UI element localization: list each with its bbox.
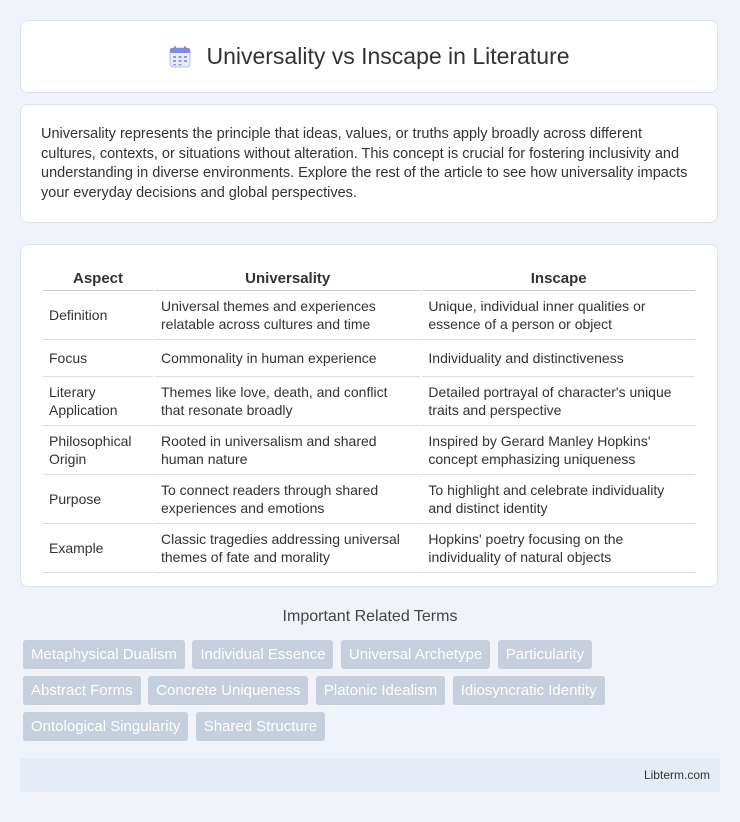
title-card bbox=[20, 20, 718, 93]
table-row bbox=[43, 340, 695, 377]
tag-link[interactable]: Metaphysical Dualism bbox=[23, 640, 185, 669]
table-cell: Inspired by Gerard Manley Hopkins' concept emphasizing uniqueness bbox=[422, 426, 695, 475]
table-cell: Purpose bbox=[43, 475, 153, 524]
table-cell: Rooted in universalism and shared human nature bbox=[155, 426, 420, 475]
table-cell: Philosophical Origin bbox=[43, 426, 153, 475]
table-cell: Classic tragedies addressing universal themes of fate and morality bbox=[155, 524, 420, 573]
table-row bbox=[43, 524, 695, 573]
table-cell: Universal themes and experiences relatable across cultures and time bbox=[155, 291, 420, 340]
table-cell: Commonality in human experience bbox=[155, 340, 420, 377]
table-cell: Detailed portrayal of character's unique traits and perspective bbox=[422, 377, 695, 426]
tag-link[interactable]: Shared Structure bbox=[196, 712, 325, 741]
table-cell: Unique, individual inner qualities or essence of a person or object bbox=[422, 291, 695, 340]
related-terms-title: Important Related Terms bbox=[282, 608, 458, 625]
table-cell: Focus bbox=[43, 340, 153, 377]
comparison-table bbox=[41, 265, 697, 573]
table-row bbox=[43, 426, 695, 475]
tag-link[interactable]: Concrete Uniqueness bbox=[148, 676, 308, 705]
tag-link[interactable]: Ontological Singularity bbox=[23, 712, 188, 741]
table-cell: To connect readers through shared experiences and emotions bbox=[155, 475, 420, 524]
table-cell: Individuality and distinctiveness bbox=[422, 340, 695, 377]
intro-card bbox=[20, 104, 718, 223]
table-cell: Themes like love, death, and conflict that resonate broadly bbox=[155, 377, 420, 426]
page-title: Universality vs Inscape in Literature bbox=[206, 43, 570, 69]
footer bbox=[20, 758, 720, 792]
table-cell: Definition bbox=[43, 291, 153, 340]
table-row bbox=[43, 475, 695, 524]
header-aspect: Aspect bbox=[43, 265, 153, 291]
tag-link[interactable]: Individual Essence bbox=[192, 640, 333, 669]
intro-text: Universality represents the principle that ideas, values, or truths apply broadly across different cultures, contexts, or situations without alteration. This concept is crucial for fostering inclusivity and understanding in diverse environments. Explore the rest of the article to see how universality impacts your everyday decisions and global perspectives. bbox=[41, 126, 688, 201]
footer-site-link[interactable]: Libterm.com bbox=[643, 768, 710, 782]
header-inscape: Inscape bbox=[422, 265, 695, 291]
table-header-row bbox=[43, 265, 695, 291]
comparison-card bbox=[20, 244, 718, 587]
tag-link[interactable]: Universal Archetype bbox=[341, 640, 490, 669]
tag-link[interactable]: Idiosyncratic Identity bbox=[453, 676, 605, 705]
calendar-icon bbox=[168, 45, 192, 69]
table-cell: Hopkins' poetry focusing on the individuality of natural objects bbox=[422, 524, 695, 573]
table-cell: Example bbox=[43, 524, 153, 573]
tag-link[interactable]: Platonic Idealism bbox=[316, 676, 445, 705]
table-cell: Literary Application bbox=[43, 377, 153, 426]
table-row bbox=[43, 291, 695, 340]
related-tags bbox=[23, 640, 723, 748]
header-universality: Universality bbox=[155, 265, 420, 291]
table-row bbox=[43, 377, 695, 426]
tag-link[interactable]: Particularity bbox=[498, 640, 592, 669]
table-cell: To highlight and celebrate individuality and distinct identity bbox=[422, 475, 695, 524]
tag-link[interactable]: Abstract Forms bbox=[23, 676, 141, 705]
